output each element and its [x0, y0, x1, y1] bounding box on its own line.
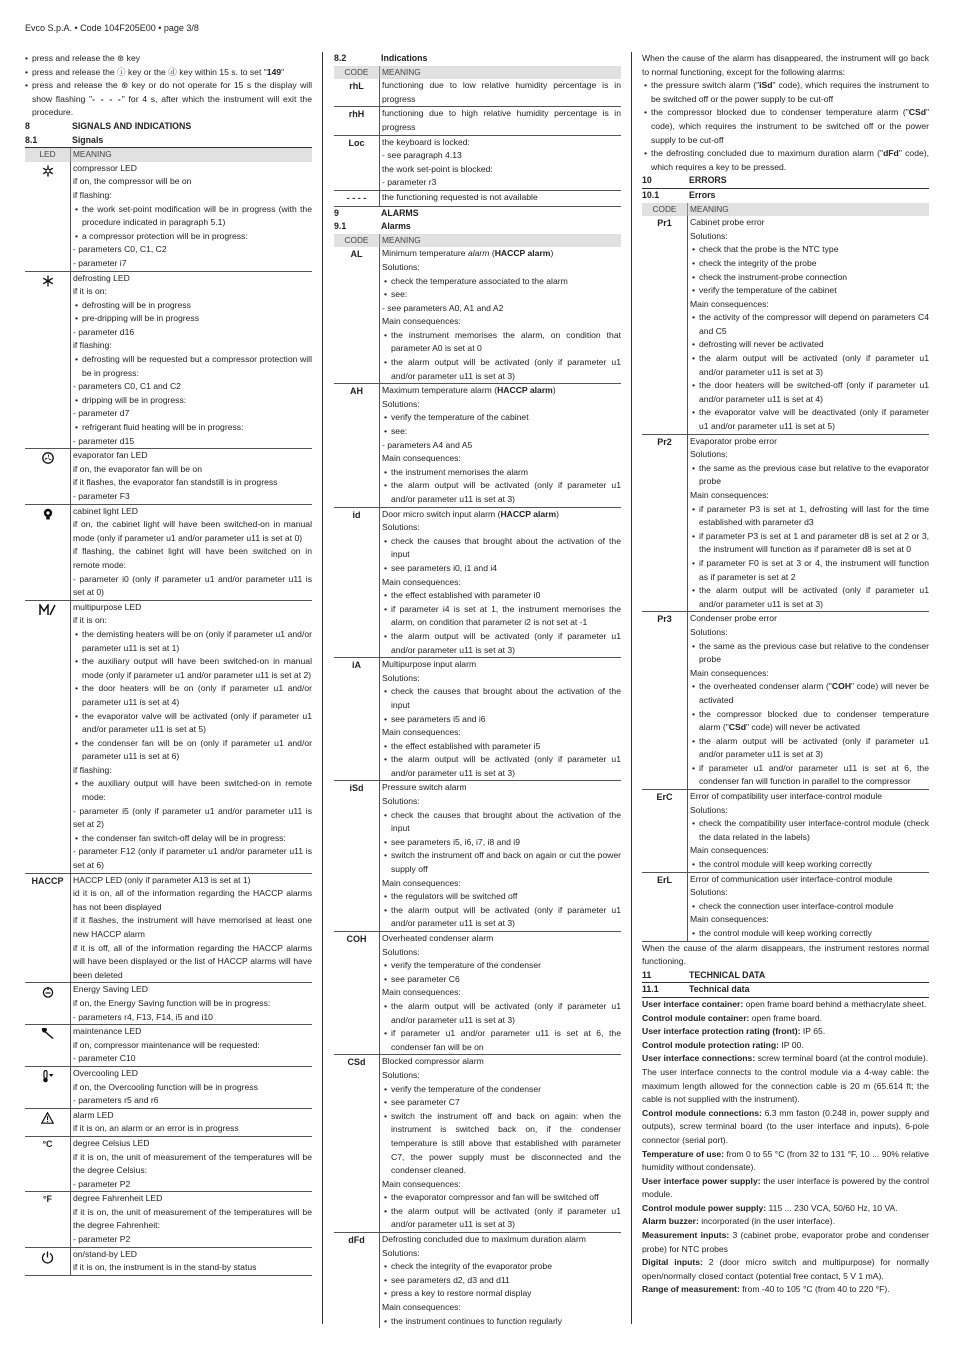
table-row [334, 1055, 621, 1233]
bullet: • the effect established with parameter i0 [382, 589, 621, 603]
alarm-code: iA [352, 660, 361, 671]
alarm-title: Blocked compressor alarm [382, 1056, 484, 1067]
text: Solutions: [382, 398, 420, 409]
table-header: CODE MEANING [334, 234, 621, 248]
led-code: HACCP [31, 875, 64, 886]
bullet: • the alarm output will be activated (only if parameter u1 and/or parameter u11 is set at 3) [382, 479, 621, 506]
technical-data-item: Temperature of use: from 0 to 55 °C (from 32 to 131 °F, 10 ... 90% relative humidity without condensate). [642, 1148, 929, 1173]
bullet: • the instrument memorises the alarm [382, 466, 621, 480]
led-name: degree Celsius LED [73, 1137, 150, 1148]
table-row [334, 384, 621, 507]
technical-data-item: Control module container: open frame board. [642, 1012, 823, 1023]
bullet: • the evaporator valve will be activated (only if parameter u1 and/or parameter u11 is set at 5) [73, 710, 312, 737]
alarm-title: Defrosting concluded due to maximum duration alarm [382, 1234, 586, 1245]
bullet: • if parameter P3 is set at 1, defrosting will last for the time established with parameter d3 [690, 503, 929, 530]
text: if it flashes, the instrument will have memorised at least one new HACCP alarm [73, 915, 312, 939]
bullet: • the door heaters will be on (only if parameter u1 and/or parameter u11 is set at 4) [73, 682, 312, 709]
text: functioning due to low relative humidity percentage is in progress [382, 80, 621, 104]
bullet: • the evaporator valve will be deactivated (only if parameter u1 and/or parameter u11 is set at 5) [690, 406, 929, 433]
text: if it is off, all of the information regarding the HACCP alarms will have been displayed or the list of HACCP alarms will have been deleted [73, 942, 312, 980]
text: Main consequences: [382, 453, 461, 464]
text: - parameter r3 [382, 177, 437, 188]
up-key-icon: ⓘ [117, 66, 126, 77]
bullet: • the alarm output will be activated (only if parameter u1 and/or parameter u11 is set at 3) [382, 904, 621, 931]
text: - parameters r5 and r6 [73, 1095, 159, 1106]
error-code: Pr3 [657, 614, 672, 625]
text: Main consequences: [690, 667, 769, 678]
text: Solutions: [690, 804, 728, 815]
text: Main consequences: [382, 987, 461, 998]
section-heading: 8 SIGNALS AND INDICATIONS [25, 120, 192, 131]
text: Solutions: [690, 230, 728, 241]
bullet: • the regulators will be switched off [382, 890, 621, 904]
text: - parameters A4 and A5 [382, 439, 473, 450]
bullet: • refrigerant fluid heating will be in progress: [73, 421, 312, 435]
bullet: • the auxiliary output will have been switched-on in remote mode: [73, 777, 312, 804]
technical-data-item: Measurement inputs: 3 (cabinet probe, evaporator probe and condenser probe) for NTC probes [642, 1230, 930, 1254]
technical-data-item: Control module protection rating: IP 00. [642, 1039, 804, 1050]
text: if flashing, the cabinet light will have been switched on in remote mode: [73, 546, 312, 570]
bullet: • the alarm output will be activated (only if parameter u1 and/or parameter u11 is set at 3) [382, 1000, 621, 1027]
error-code: ErL [656, 874, 672, 885]
column-divider [631, 52, 632, 1324]
text: Solutions: [382, 672, 420, 683]
technical-data-item: User interface connections: screw terminal board (at the control module). [642, 1053, 929, 1064]
technical-data-item: User interface container: open frame board behind a methacrylate sheet. [642, 998, 927, 1009]
bullet: • see parameters i0, i1 and i4 [382, 562, 621, 576]
text: - see paragraph 4.13 [382, 150, 462, 161]
table-row [334, 247, 621, 384]
alarm-title: Door micro switch input alarm (HACCP alarm) [382, 508, 560, 519]
column-2 [334, 52, 621, 1328]
bullet: • check the instrument-probe connection [690, 271, 929, 285]
bullet: • see: [382, 425, 621, 439]
text: - parameter P2 [73, 1234, 131, 1245]
subsection-heading: 9.1 Alarms [334, 221, 411, 232]
bullet: • the work set-point modification will be in progress (with the procedure indicated in paragraph 5.1) [73, 203, 312, 230]
led-name: on/stand-by LED [73, 1248, 138, 1259]
table-row [642, 873, 929, 942]
bullet: • see parameters i5, i6, i7, i8 and i9 [382, 836, 621, 850]
bullet: • the same as the previous case but relative to the condenser probe [690, 640, 929, 667]
bullet: • check that the probe is the NTC type [690, 243, 929, 257]
technical-data-item: Control module connections: 6.3 mm faston (0.248 in, power supply and outputs), screw terminal board (to the user interface and inputs), 6-pole connector (serial port). [642, 1107, 929, 1145]
indication-code: rhH [348, 109, 365, 120]
text: Solutions: [382, 1247, 420, 1258]
error-code: ErC [656, 792, 673, 803]
light-bulb-icon [42, 508, 54, 520]
column-1 [25, 52, 312, 1276]
bullet: • switch the instrument off and back on again: when the instrument is switched back on, if the condenser temperature is still above that established with parameter C7, the power supply must be disconnected and the condenser cleaned. [382, 1110, 621, 1178]
text: Solutions: [382, 796, 420, 807]
bullet: • defrosting will be in progress [73, 299, 312, 313]
alarm-code: id [352, 509, 361, 520]
bullet: • the condenser fan will be on (only if parameter u1 and/or parameter u11 is set at 6) [73, 737, 312, 764]
error-title: Condenser probe error [690, 613, 777, 624]
overcooling-icon [41, 1070, 55, 1083]
bullet: • the control module will keep working correctly [690, 927, 929, 941]
table-row [642, 435, 929, 613]
procedure-step-2: • press and release the ⓘ key or the ⓓ key within 15 s. to set "149" [25, 66, 312, 80]
table-row [25, 601, 312, 874]
snowflake-key-icon: ⊛ [117, 53, 125, 63]
text: if flashing: [73, 189, 112, 200]
led-name: maintenance LED [73, 1026, 142, 1037]
text: Main consequences: [690, 490, 769, 500]
bullet: • the alarm output will be activated (only if parameter u1 and/or parameter u11 is set at 3) [382, 630, 621, 657]
procedure-step-1: • press and release the ⊛ key [25, 52, 312, 66]
text: the functioning requested is not available [382, 191, 538, 202]
alarm-title: Minimum temperature alarm (HACCP alarm) [382, 248, 554, 259]
bullet: • the alarm output will be activated (only if parameter u1 and/or parameter u11 is set at 3) [690, 584, 929, 611]
bullet: • see parameters i5 and i6 [382, 713, 621, 727]
column-3 [642, 52, 929, 1297]
led-name: degree Fahrenheit LED [73, 1193, 163, 1204]
text: Main consequences: [382, 727, 461, 738]
text: if on, the Energy Saving function will be in progress: [73, 997, 271, 1008]
error-title: Error of compatibility user interface-control module [690, 791, 883, 802]
alarm-code: AL [350, 249, 363, 260]
page-header: Evco S.p.A. • Code 104F205E00 • page 3/8 [25, 23, 199, 33]
text: - parameter i0 (only if parameter u1 and/or parameter u11 is set at 0) [73, 573, 312, 598]
table-row [25, 1248, 312, 1276]
text: Main consequences: [382, 1178, 461, 1189]
table-row [334, 79, 621, 107]
table-row [334, 781, 621, 932]
text: - parameters C0, C1, C2 [73, 244, 167, 255]
text: if it is on, the instrument is in the stand-by status [73, 1262, 257, 1273]
technical-data-item: User interface power supply: the user interface is powered by the control module. [642, 1175, 929, 1200]
text: the work set-point is blocked: [382, 163, 493, 174]
text: - parameter d7 [73, 408, 130, 419]
text: Solutions: [690, 626, 728, 637]
table-row [25, 1109, 312, 1137]
table-row [334, 508, 621, 659]
bullet: • verify the temperature of the condenser [382, 959, 621, 973]
bullet: • the evaporator compressor and fan will be switched off [382, 1191, 621, 1205]
technical-data-item: Range of measurement: from -40 to 105 °C (from 40 to 220 °F). [642, 1284, 890, 1295]
led-code: °C [42, 1138, 53, 1149]
section-heading: 11 TECHNICAL DATA [642, 969, 929, 984]
text: Solutions: [690, 887, 728, 898]
text: Solutions: [382, 946, 420, 957]
power-standby-icon [41, 1251, 54, 1264]
after-errors-paragraph: When the cause of the alarm disappears, the instrument restores normal functioning. [642, 942, 929, 967]
text: Solutions: [382, 261, 420, 272]
snowflake-key-icon: ⊛ [121, 80, 129, 91]
fan-icon [42, 452, 54, 464]
bullet: • verify the temperature of the condenser [382, 1083, 621, 1097]
table-row [25, 272, 312, 450]
alarm-title: Maximum temperature alarm (HACCP alarm) [382, 385, 556, 396]
bullet: • verify the temperature of the cabinet [690, 284, 929, 298]
text: - parameter F12 (only if parameter u1 and/or parameter u11 is set at 6) [73, 846, 312, 871]
text: if it is on, the unit of measurement of the temperatures will be the degree Fahrenheit: [73, 1206, 312, 1231]
indication-code: Loc [348, 137, 365, 148]
bullet: • check the causes that brought about the activation of the input [382, 535, 621, 562]
text: Main consequences: [382, 877, 461, 888]
bullet: • see parameter C7 [382, 1096, 621, 1110]
table-row [25, 1137, 312, 1192]
bullet: • the activity of the compressor will depend on parameters C4 and C5 [690, 311, 929, 338]
technical-data-item: Control module power supply: 115 ... 230 VCA, 50/60 Hz, 10 VA. [642, 1202, 898, 1213]
alarm-code: AH [350, 386, 363, 397]
table-header: CODE MEANING [334, 66, 621, 80]
error-code: Pr1 [657, 218, 672, 229]
text: Solutions: [382, 1069, 420, 1080]
led-name: defrosting LED [73, 272, 130, 283]
bullet: • the alarm output will be activated (only if parameter u1 and/or parameter u11 is set at 3) [382, 1205, 621, 1232]
led-name: compressor LED [73, 162, 137, 173]
bullet: • if parameter u1 and/or parameter u11 is set at 6, the condenser fan will function in parallel to the compressor [690, 762, 929, 789]
bullet: • the door heaters will be switched-off (only if parameter u1 and/or parameter u11 is set at 4) [690, 379, 929, 406]
technical-data-item: Digital inputs: 2 (door micro switch and multipurpose) for normally open/normally closed contact (potential free contact, 5 V 1 mA). [642, 1257, 929, 1281]
bullet: • check the temperature associated to the alarm [382, 275, 621, 289]
bullet: • the effect established with parameter i5 [382, 740, 621, 754]
text: Main consequences: [382, 576, 461, 587]
led-name: evaporator fan LED [73, 450, 148, 461]
indication-code: rhL [349, 81, 364, 92]
text: if on, the evaporator fan will be on [73, 463, 202, 474]
technical-data-item: User interface protection rating (front): IP 65. [642, 1026, 826, 1037]
table-row [334, 191, 621, 207]
bullet: • check the causes that brought about the activation of the input [382, 809, 621, 836]
table-row [25, 1067, 312, 1109]
table-row [334, 658, 621, 781]
led-name: HACCP LED (only if parameter A13 is set at 1) [73, 874, 251, 885]
alarm-code: dFd [348, 1235, 365, 1246]
bullet: • dripping will be in progress: [73, 394, 312, 408]
bullet: • the demisting heaters will be on (only if parameter u1 and/or parameter u11 is set at 1) [73, 628, 312, 655]
bullet: • see parameters d2, d3 and d11 [382, 1274, 621, 1288]
error-title: Evaporator probe error [690, 435, 777, 446]
down-key-icon: ⓓ [168, 66, 177, 77]
table-row [25, 874, 312, 984]
technical-data-item: The user interface connects to the control module via a 4-way cable: the maximum length allowed for the connection cable is 20 m (65.614 ft; the cable is not supplied with the instrument). [642, 1066, 929, 1105]
table-row [25, 1025, 312, 1067]
bullet: • check the connection user interface-control module [690, 900, 929, 914]
bullet: • the alarm output will be activated (only if parameter u1 and/or parameter u11 is set at 3) [382, 356, 621, 383]
led-code: °F [42, 1194, 53, 1205]
bullet: • the overheated condenser alarm ("COH" code) will never be activated [690, 680, 929, 707]
text: - parameters r4, F13, F14, i5 and i10 [73, 1011, 213, 1022]
text: - see parameters A0, A1 and A2 [382, 302, 504, 313]
exception-item: • the compressor blocked due to condenser temperature alarm ("CSd" code), which requires the instrument to be switched off or the power supply to be cut-off [642, 106, 929, 147]
bullet: • the instrument memorises the alarm, on condition that parameter A0 is set at 0 [382, 329, 621, 356]
table-row [25, 162, 312, 272]
bullet: • switch the instrument off and back on again or cut the power supply off [382, 849, 621, 876]
alarm-code: iSd [349, 783, 364, 794]
bullet: • see: [382, 288, 621, 302]
text: if it is on: [73, 286, 107, 297]
alarm-title: Pressure switch alarm [382, 782, 467, 793]
text: if on, compressor maintenance will be requested: [73, 1039, 260, 1050]
alarm-code: COH [346, 934, 367, 944]
bullet: • the alarm output will be activated (only if parameter u1 and/or parameter u11 is set at 3) [382, 753, 621, 780]
table-row [642, 612, 929, 790]
compressor-icon [42, 165, 54, 177]
text: Main consequences: [690, 914, 769, 925]
defrost-icon [42, 275, 54, 287]
bullet: • defrosting will never be activated [690, 338, 929, 352]
table-row [334, 932, 621, 1055]
text: - parameter i7 [73, 257, 127, 268]
text: if it is on, an alarm or an error is in progress [73, 1123, 239, 1134]
error-title: Error of communication user interface-control module [690, 873, 893, 884]
alarm-title: Multipurpose input alarm [382, 659, 477, 670]
error-title: Cabinet probe error [690, 217, 765, 228]
text: Main consequences: [690, 845, 769, 856]
text: if flashing: [73, 340, 112, 351]
table-row [642, 790, 929, 873]
text: if it is on, the unit of measurement of the temperatures will be the degree Celsius: [73, 1151, 312, 1176]
exception-item: • the pressure switch alarm ("iSd" code), which requires the instrument to be switched off or the power supply to be cut-off [642, 79, 929, 106]
bullet: • pre-dripping will be in progress [73, 312, 312, 326]
bullet: • if parameter P3 is set at 1 and parameter d8 is set at 2 or 3, the instrument will function as if parameter d8 is set at 0 [690, 530, 929, 557]
subsection-heading: 8.1 Signals [25, 134, 312, 149]
column-divider [322, 52, 323, 1324]
text: if on, the Overcooling function will be in progress [73, 1081, 258, 1092]
text: id it is on, all of the information regarding the HACCP alarms has not been displayed [73, 888, 312, 912]
table-row [25, 449, 312, 504]
alarm-warning-icon [41, 1112, 54, 1124]
bullet: • the compressor blocked due to condenser temperature alarm ("CSd" code) will never be activated [690, 708, 929, 735]
text: - parameter P2 [73, 1178, 131, 1189]
text: Main consequences: [382, 1302, 461, 1313]
led-name: Overcooling LED [73, 1067, 138, 1078]
bullet: • the instrument continues to function regularly [382, 1315, 621, 1329]
led-name: alarm LED [73, 1109, 114, 1120]
bullet: • check the causes that brought about the activation of the input [382, 685, 621, 712]
text: Solutions: [382, 522, 420, 533]
table-row [25, 983, 312, 1025]
text: if on, the compressor will be on [73, 176, 192, 187]
bullet: • the condenser fan switch-off delay will be in progress: [73, 832, 312, 846]
energy-saving-icon [42, 986, 54, 998]
bullet: • verify the temperature of the cabinet [382, 411, 621, 425]
bullet: • the control module will keep working correctly [690, 858, 929, 872]
text: Main consequences: [382, 316, 461, 327]
indication-code: - - - - [346, 192, 367, 203]
text: - parameter d16 [73, 326, 135, 337]
bullet: • see parameter C6 [382, 973, 621, 987]
text: Main consequences: [690, 298, 769, 309]
table-row [334, 107, 621, 135]
table-header: LED MEANING [25, 148, 312, 162]
text: - parameter F3 [73, 491, 130, 501]
section-heading: 9 ALARMS [334, 207, 419, 218]
subsection-heading: 10.1 Errors [642, 189, 716, 200]
bullet: • if parameter u1 and/or parameter u11 is set at 6, the condenser fan will be on [382, 1027, 621, 1054]
bullet: • the same as the previous case but relative to the evaporator probe [690, 462, 929, 489]
text: - parameter i5 (only if parameter u1 and/or parameter u11 is set at 2) [73, 805, 312, 830]
text: - parameter d15 [73, 435, 135, 446]
subsection-heading: 8.2 Indications [334, 53, 428, 63]
bullet: • if parameter i4 is set at 1, the instrument memorises the alarm, on condition that parameter i2 is not set at -1 [382, 603, 621, 630]
text: if on, the cabinet light will have been switched-on in manual mode (only if parameter u1 and/or parameter u11 is set at 0) [73, 519, 312, 543]
bullet: • the auxiliary output will have been switched-on in manual mode (only if parameter u1 and/or parameter u11 is set at 2) [73, 655, 312, 682]
text: Solutions: [690, 449, 728, 460]
multipurpose-icon [39, 604, 57, 616]
text: the keyboard is locked: [382, 136, 470, 147]
bullet: • the alarm output will be activated (only if parameter u1 and/or parameter u11 is set at 3) [690, 352, 929, 379]
bullet: • the alarm output will be activated (only if parameter u1 and/or parameter u11 is set at 3) [690, 735, 929, 762]
bullet: • check the integrity of the probe [690, 257, 929, 271]
table-row [25, 1192, 312, 1247]
table-row [25, 505, 312, 601]
exception-item: • the defrosting concluded due to maximum duration alarm ("dFd" code), which requires a key to be pressed. [642, 147, 929, 174]
led-name: cabinet light LED [73, 505, 138, 516]
text: functioning due to high relative humidity percentage is in progress [382, 108, 621, 132]
table-row [334, 1233, 621, 1328]
bullet: • defrosting will be requested but a compressor protection will be in progress: [73, 353, 312, 380]
text: if it flashes, the evaporator fan standstill is in progress [73, 477, 278, 488]
bullet: • check the compatibility user interface-control module (check the data related in the labels) [690, 817, 929, 844]
error-code: Pr2 [657, 436, 672, 447]
technical-data-item: Alarm buzzer: incorporated (in the user interface). [642, 1216, 835, 1227]
procedure-step-3: • press and release the ⊛ key or do not operate for 15 s the display will show flashing "- - - -" for 4 s, after which the instrument will exit the procedure. [25, 79, 312, 120]
table-row [642, 216, 929, 435]
alarm-code: CSd [347, 1057, 366, 1068]
section-heading: 10 ERRORS [642, 174, 929, 189]
bullet: • if parameter F0 is set at 3 or 4, the instrument will function as if parameter is set at 2 [690, 557, 929, 584]
text: - parameters C0, C1 and C2 [73, 381, 181, 392]
table-header: CODE MEANING [642, 203, 929, 217]
text: - parameter C10 [73, 1053, 136, 1064]
alarm-title: Overheated condenser alarm [382, 933, 494, 943]
intro-paragraph: When the cause of the alarm has disappeared, the instrument will go back to normal functioning, except for the following alarms: [642, 53, 929, 77]
text: if flashing: [73, 764, 112, 775]
led-name: multipurpose LED [73, 601, 142, 612]
bullet: • press a key to restore normal display [382, 1287, 621, 1301]
bullet: • a compressor protection will be in progress: [73, 230, 312, 244]
text: if it is on: [73, 615, 107, 626]
table-row [334, 136, 621, 191]
led-name: Energy Saving LED [73, 984, 148, 995]
technical-data-list [642, 998, 929, 1297]
bullet: • check the integrity of the evaporator probe [382, 1260, 621, 1274]
subsection-heading: 11.1 Technical data [642, 983, 929, 998]
wrench-icon [41, 1028, 55, 1040]
